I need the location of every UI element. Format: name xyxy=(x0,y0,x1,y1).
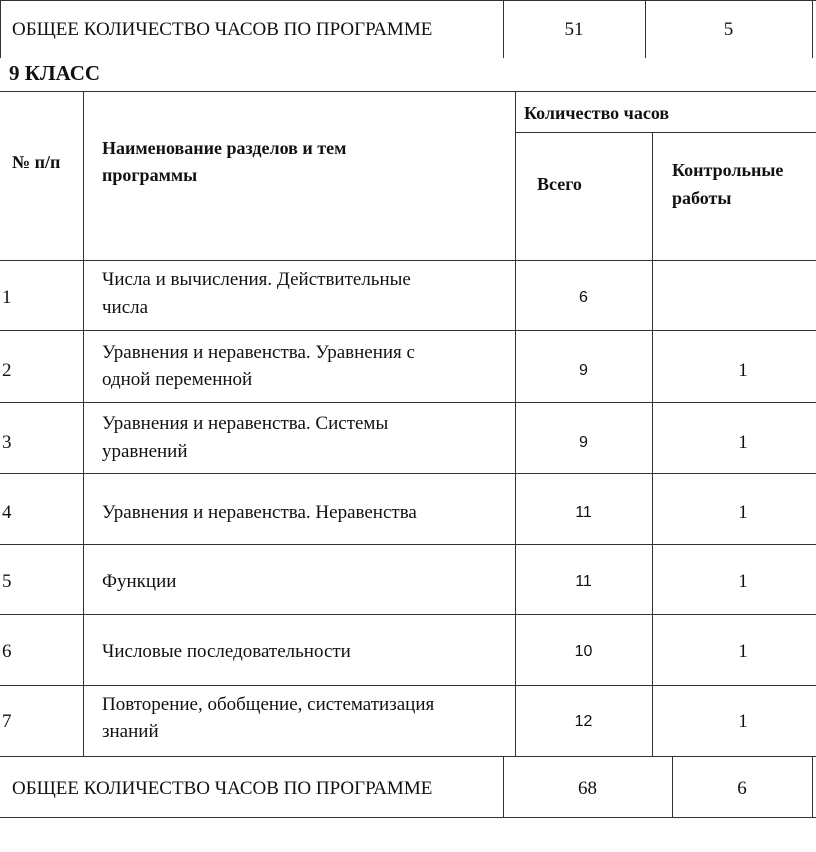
row-tests: 1 xyxy=(738,711,748,732)
divider xyxy=(0,0,816,1)
divider xyxy=(812,756,813,817)
row-title-line2: одной переменной xyxy=(102,369,253,390)
divider xyxy=(0,544,816,545)
row-total: 9 xyxy=(579,362,588,379)
divider xyxy=(0,91,816,92)
divider xyxy=(515,132,816,133)
divider xyxy=(83,91,84,756)
row-title-line2: знаний xyxy=(102,721,159,742)
divider xyxy=(0,817,816,818)
bottom-total-label: ОБЩЕЕ КОЛИЧЕСТВО ЧАСОВ ПО ПРОГРАММЕ xyxy=(12,778,433,799)
divider xyxy=(0,330,816,331)
row-number: 2 xyxy=(2,360,12,381)
header-tests-line1: Контрольные xyxy=(672,160,784,180)
header-name-line2: программы xyxy=(102,165,198,185)
header-total: Всего xyxy=(537,174,582,194)
row-total: 6 xyxy=(579,289,588,306)
divider xyxy=(0,0,1,58)
row-tests: 1 xyxy=(738,432,748,453)
row-title-line1: Функции xyxy=(102,571,177,592)
row-tests: 1 xyxy=(738,641,748,662)
divider xyxy=(0,260,816,261)
divider xyxy=(0,402,816,403)
top-total-label: ОБЩЕЕ КОЛИЧЕСТВО ЧАСОВ ПО ПРОГРАММЕ xyxy=(12,19,433,40)
divider xyxy=(0,473,816,474)
row-number: 1 xyxy=(2,287,12,308)
row-title-line1: Повторение, обобщение, систематизация xyxy=(102,694,435,715)
row-tests: 1 xyxy=(738,360,748,381)
header-hours-group: Количество часов xyxy=(524,103,670,123)
row-tests: 1 xyxy=(738,502,748,523)
row-title-line1: Уравнения и неравенства. Системы xyxy=(102,413,389,434)
row-tests: 1 xyxy=(738,571,748,592)
row-number: 3 xyxy=(2,432,12,453)
row-number: 7 xyxy=(2,711,12,732)
bottom-total-hours: 68 xyxy=(578,778,597,799)
header-tests-line2: работы xyxy=(672,188,732,208)
row-number: 4 xyxy=(2,502,12,523)
row-title-line2: числа xyxy=(102,297,149,318)
divider xyxy=(0,685,816,686)
row-total: 11 xyxy=(575,573,592,590)
row-number: 6 xyxy=(2,641,12,662)
row-number: 5 xyxy=(2,571,12,592)
row-title-line1: Уравнения и неравенства. Уравнения с xyxy=(102,342,415,363)
header-number: № п/п xyxy=(12,152,61,172)
row-total: 11 xyxy=(575,504,592,521)
top-total-tests: 5 xyxy=(723,19,734,40)
row-title-line1: Уравнения и неравенства. Неравенства xyxy=(102,502,417,523)
top-total-hours: 51 xyxy=(564,19,584,40)
row-title-line1: Числовые последовательности xyxy=(102,641,351,662)
divider xyxy=(0,614,816,615)
row-title-line1: Числа и вычисления. Действительные xyxy=(102,269,411,290)
row-total: 10 xyxy=(574,643,593,660)
row-total: 12 xyxy=(574,713,593,730)
divider xyxy=(812,0,813,58)
divider xyxy=(0,756,816,757)
section-title: 9 КЛАСС xyxy=(9,61,101,85)
row-total: 9 xyxy=(579,434,588,451)
row-title-line2: уравнений xyxy=(102,441,188,462)
header-name-line1: Наименование разделов и тем xyxy=(102,138,347,158)
bottom-total-tests: 6 xyxy=(737,778,747,799)
